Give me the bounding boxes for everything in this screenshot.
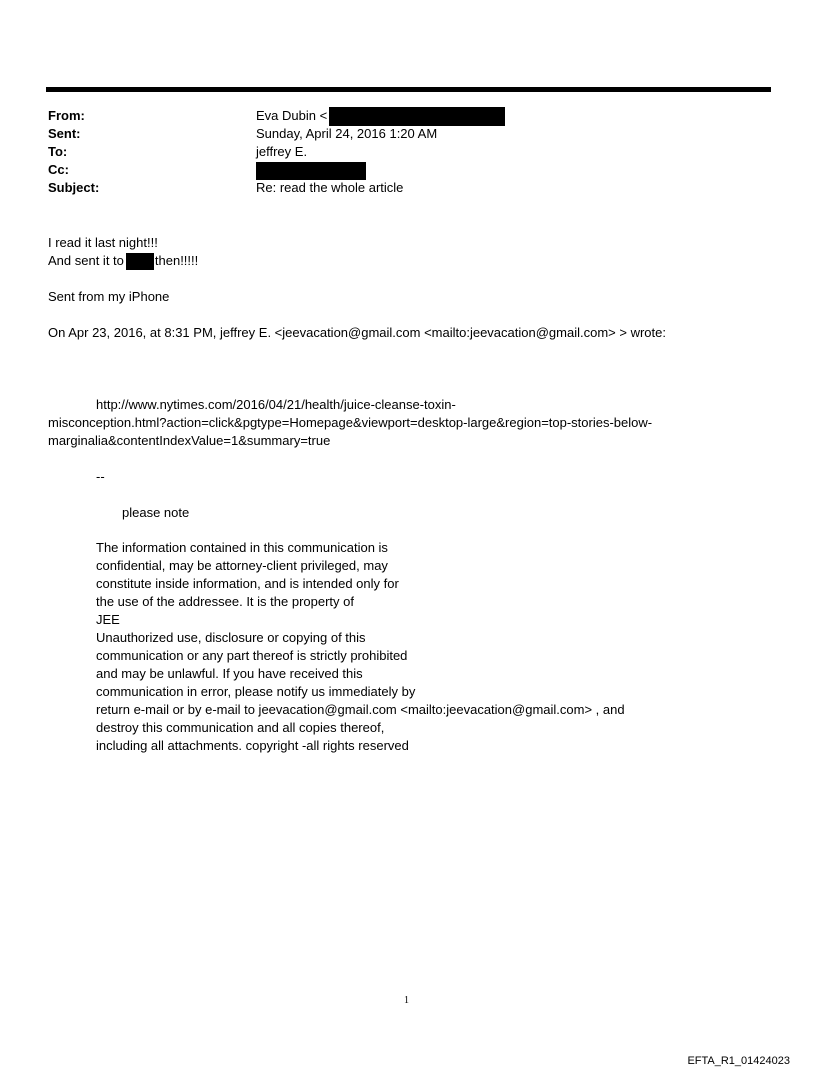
disclaimer-line: JEE — [96, 612, 120, 627]
message-line-2-end: then!!!!! — [154, 253, 199, 268]
signature: Sent from my iPhone — [48, 289, 170, 304]
disclaimer-line: The information contained in this communication is — [96, 540, 388, 555]
signature-separator: -- — [96, 469, 105, 484]
quoted-url-line-1[interactable]: http://www.nytimes.com/2016/04/21/health/juice-cleanse-toxin- — [96, 397, 456, 412]
subject-value: Re: read the whole article — [256, 180, 404, 195]
message-line-2-start: And sent it to — [48, 253, 124, 268]
please-note: please note — [122, 505, 190, 520]
from-name: Eva Dubin < — [256, 108, 328, 123]
quoted-url-line-2[interactable]: misconception.html?action=click&pgtype=Homepage&viewport=desktop-large&region=top-stories-below- — [48, 415, 653, 430]
redaction-block — [329, 107, 505, 126]
disclaimer-line: return e-mail or by e-mail to jeevacation@gmail.com <mailto:jeevacation@gmail.com> , and — [96, 702, 625, 717]
page-number: 1 — [404, 995, 409, 1006]
to-label: To: — [48, 144, 68, 159]
header-rule — [46, 87, 771, 92]
redaction-block — [126, 253, 154, 270]
sent-label: Sent: — [48, 126, 81, 141]
subject-label: Subject: — [48, 180, 100, 195]
disclaimer-line: communication or any part thereof is strictly prohibited — [96, 648, 408, 663]
disclaimer-line: and may be unlawful. If you have received this — [96, 666, 363, 681]
disclaimer-line: including all attachments. copyright -all rights reserved — [96, 738, 409, 753]
disclaimer-line: Unauthorized use, disclosure or copying of this — [96, 630, 366, 645]
disclaimer-line: constitute inside information, and is intended only for — [96, 576, 399, 591]
disclaimer-line: the use of the addressee. It is the property of — [96, 594, 354, 609]
quote-intro: On Apr 23, 2016, at 8:31 PM, jeffrey E. <jeevacation@gmail.com <mailto:jeevacation@gmail.com> > wrote: — [48, 325, 666, 340]
sent-value: Sunday, April 24, 2016 1:20 AM — [256, 126, 438, 141]
message-line-1: I read it last night!!! — [48, 235, 158, 250]
disclaimer-line: destroy this communication and all copies thereof, — [96, 720, 385, 735]
from-label: From: — [48, 108, 85, 123]
to-value: jeffrey E. — [256, 144, 308, 159]
redaction-block — [256, 162, 366, 180]
cc-label: Cc: — [48, 162, 69, 177]
document-id: EFTA_R1_01424023 — [687, 1055, 790, 1067]
quoted-url-line-3[interactable]: marginalia&contentIndexValue=1&summary=true — [48, 433, 331, 448]
from-value — [256, 107, 505, 126]
cc-value — [256, 161, 366, 180]
disclaimer-line: confidential, may be attorney-client privileged, may — [96, 558, 388, 573]
disclaimer-line: communication in error, please notify us immediately by — [96, 684, 416, 699]
message-line-2 — [48, 252, 198, 270]
